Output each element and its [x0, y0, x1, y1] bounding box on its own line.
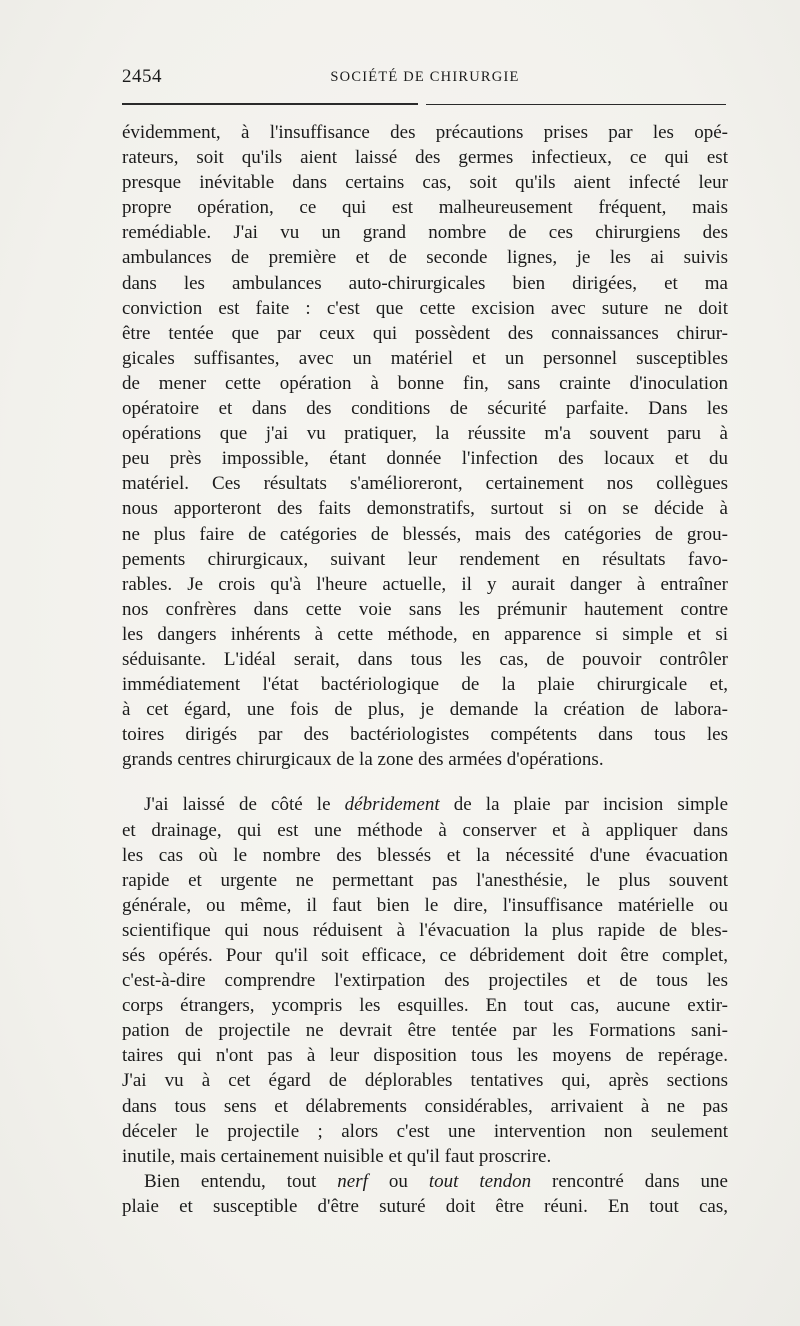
page-header: [122, 66, 728, 90]
paragraph-2: [122, 792, 728, 1168]
text-line: peu près impossible, étant donnée l'infection des locaux et du: [122, 448, 728, 470]
text-line: remédiable. J'ai vu un grand nombre de ces chirurgiens des: [122, 222, 728, 244]
text-line: c'est-à-dire comprendre l'extirpation des projectiles et de tous les: [122, 970, 728, 992]
text-line: pements chirurgicaux, suivant leur rendement en résultats favo-: [122, 548, 728, 570]
text-line: dans tous sens et délabrements considérables, arrivaient à ne pas: [122, 1095, 728, 1117]
text-line: taires qui n'ont pas à leur disposition tous les moyens de repérage.: [122, 1045, 728, 1067]
text-line: opératoire et dans des conditions de sécurité parfaite. Dans les: [122, 398, 728, 420]
text-line: et drainage, qui est une méthode à conserver et à appliquer dans: [122, 819, 728, 841]
header-rule-left: [122, 103, 418, 105]
text-line: inutile, mais certainement nuisible et qu'il faut proscrire.: [122, 1145, 552, 1167]
text-line: opérations que j'ai vu pratiquer, la réussite m'a souvent paru à: [122, 423, 728, 445]
text-run: ou: [367, 1170, 429, 1192]
header-rule-right: [426, 104, 726, 105]
text-line: rapide et urgente ne permettant pas l'anesthésie, le plus souvent: [122, 869, 728, 891]
paragraph-3: [122, 1169, 728, 1219]
text-run: de la plaie par incision simple: [439, 794, 729, 816]
text-line: J'ai vu à cet égard de déplorables tentatives qui, après sections: [122, 1070, 728, 1092]
text-run: J'ai laissé de côté le: [144, 794, 345, 816]
text-line: les dangers inhérents à cette méthode, en apparence si simple et si: [122, 623, 728, 645]
paragraph-1: [122, 120, 728, 772]
running-title: SOCIÉTÉ DE CHIRURGIE: [330, 69, 520, 85]
page-number: 2454: [122, 66, 162, 87]
text-line: matériel. Ces résultats s'amélioreront, certainement nos collègues: [122, 473, 728, 495]
text-line: évidemment, à l'insuffisance des précautions prises par les opé-: [122, 122, 728, 143]
text-line: ne plus faire de catégories de blessés, mais des catégories de grou-: [122, 523, 728, 545]
italic-term: nerf: [337, 1170, 368, 1192]
text-line: pation de projectile ne devrait être tentée par les Formations sani-: [122, 1020, 728, 1042]
text-run: rencontré dans une: [531, 1170, 728, 1192]
text-run: Bien entendu, tout: [144, 1170, 338, 1192]
body-text: [122, 120, 728, 1219]
text-line: rateurs, soit qu'ils aient laissé des germes infectieux, ce qui est: [122, 147, 728, 169]
text-line: dans les ambulances auto-chirurgicales bien dirigées, et ma: [122, 272, 728, 294]
text-line: grands centres chirurgicaux de la zone des armées d'opérations.: [122, 749, 604, 771]
text-line: propre opération, ce qui est malheureusement fréquent, mais: [122, 197, 728, 219]
text-line: être tentée que par ceux qui possèdent des connaissances chirur-: [122, 322, 728, 344]
text-line: déceler le projectile ; alors c'est une intervention non seulement: [122, 1120, 728, 1142]
text-line: gicales suffisantes, avec un matériel et un personnel susceptibles: [122, 347, 728, 369]
text-line-with-italic: [122, 1169, 728, 1194]
text-line: toires dirigés par des bactériologistes compétents dans tous les: [122, 724, 728, 746]
text-line: sés opérés. Pour qu'il soit efficace, ce débridement doit être complet,: [122, 945, 728, 966]
text-line: conviction est faite : c'est que cette excision avec suture ne doit: [122, 297, 728, 319]
text-line: générale, ou même, il faut bien le dire, l'insuffisance matérielle ou: [122, 894, 728, 916]
text-line-with-italic: [122, 792, 728, 817]
text-line: ambulances de première et de seconde lignes, je les ai suivis: [122, 247, 728, 269]
text-line: les cas où le nombre des blessés et la nécessité d'une évacuation: [122, 844, 728, 866]
text-line: immédiatement l'état bactériologique de la plaie chirurgicale et,: [122, 674, 728, 696]
italic-term: débridement: [344, 794, 440, 816]
paragraph-gap: [122, 772, 728, 792]
text-line: séduisante. L'idéal serait, dans tous les cas, de pouvoir contrôler: [122, 648, 728, 670]
text-line: plaie et susceptible d'être suturé doit être réuni. En tout cas,: [122, 1195, 728, 1217]
text-line: rables. Je crois qu'à l'heure actuelle, il y aurait danger à entraîner: [122, 573, 728, 595]
text-line: nous apporteront des faits demonstratifs, surtout si on se décide à: [122, 498, 728, 520]
text-line: presque inévitable dans certains cas, soit qu'ils aient infecté leur: [122, 172, 728, 194]
italic-term: tout tendon: [428, 1170, 532, 1192]
text-line: scientifique qui nous réduisent à l'évacuation la plus rapide de bles-: [122, 919, 728, 941]
text-line: corps étrangers, ycompris les esquilles. En tout cas, aucune extir-: [122, 995, 728, 1017]
text-line: nos confrères dans cette voie sans les prémunir hautement contre: [122, 598, 728, 620]
text-line: de mener cette opération à bonne fin, sans crainte d'inoculation: [122, 372, 728, 394]
text-line: à cet égard, une fois de plus, je demande la création de labora-: [122, 699, 728, 721]
